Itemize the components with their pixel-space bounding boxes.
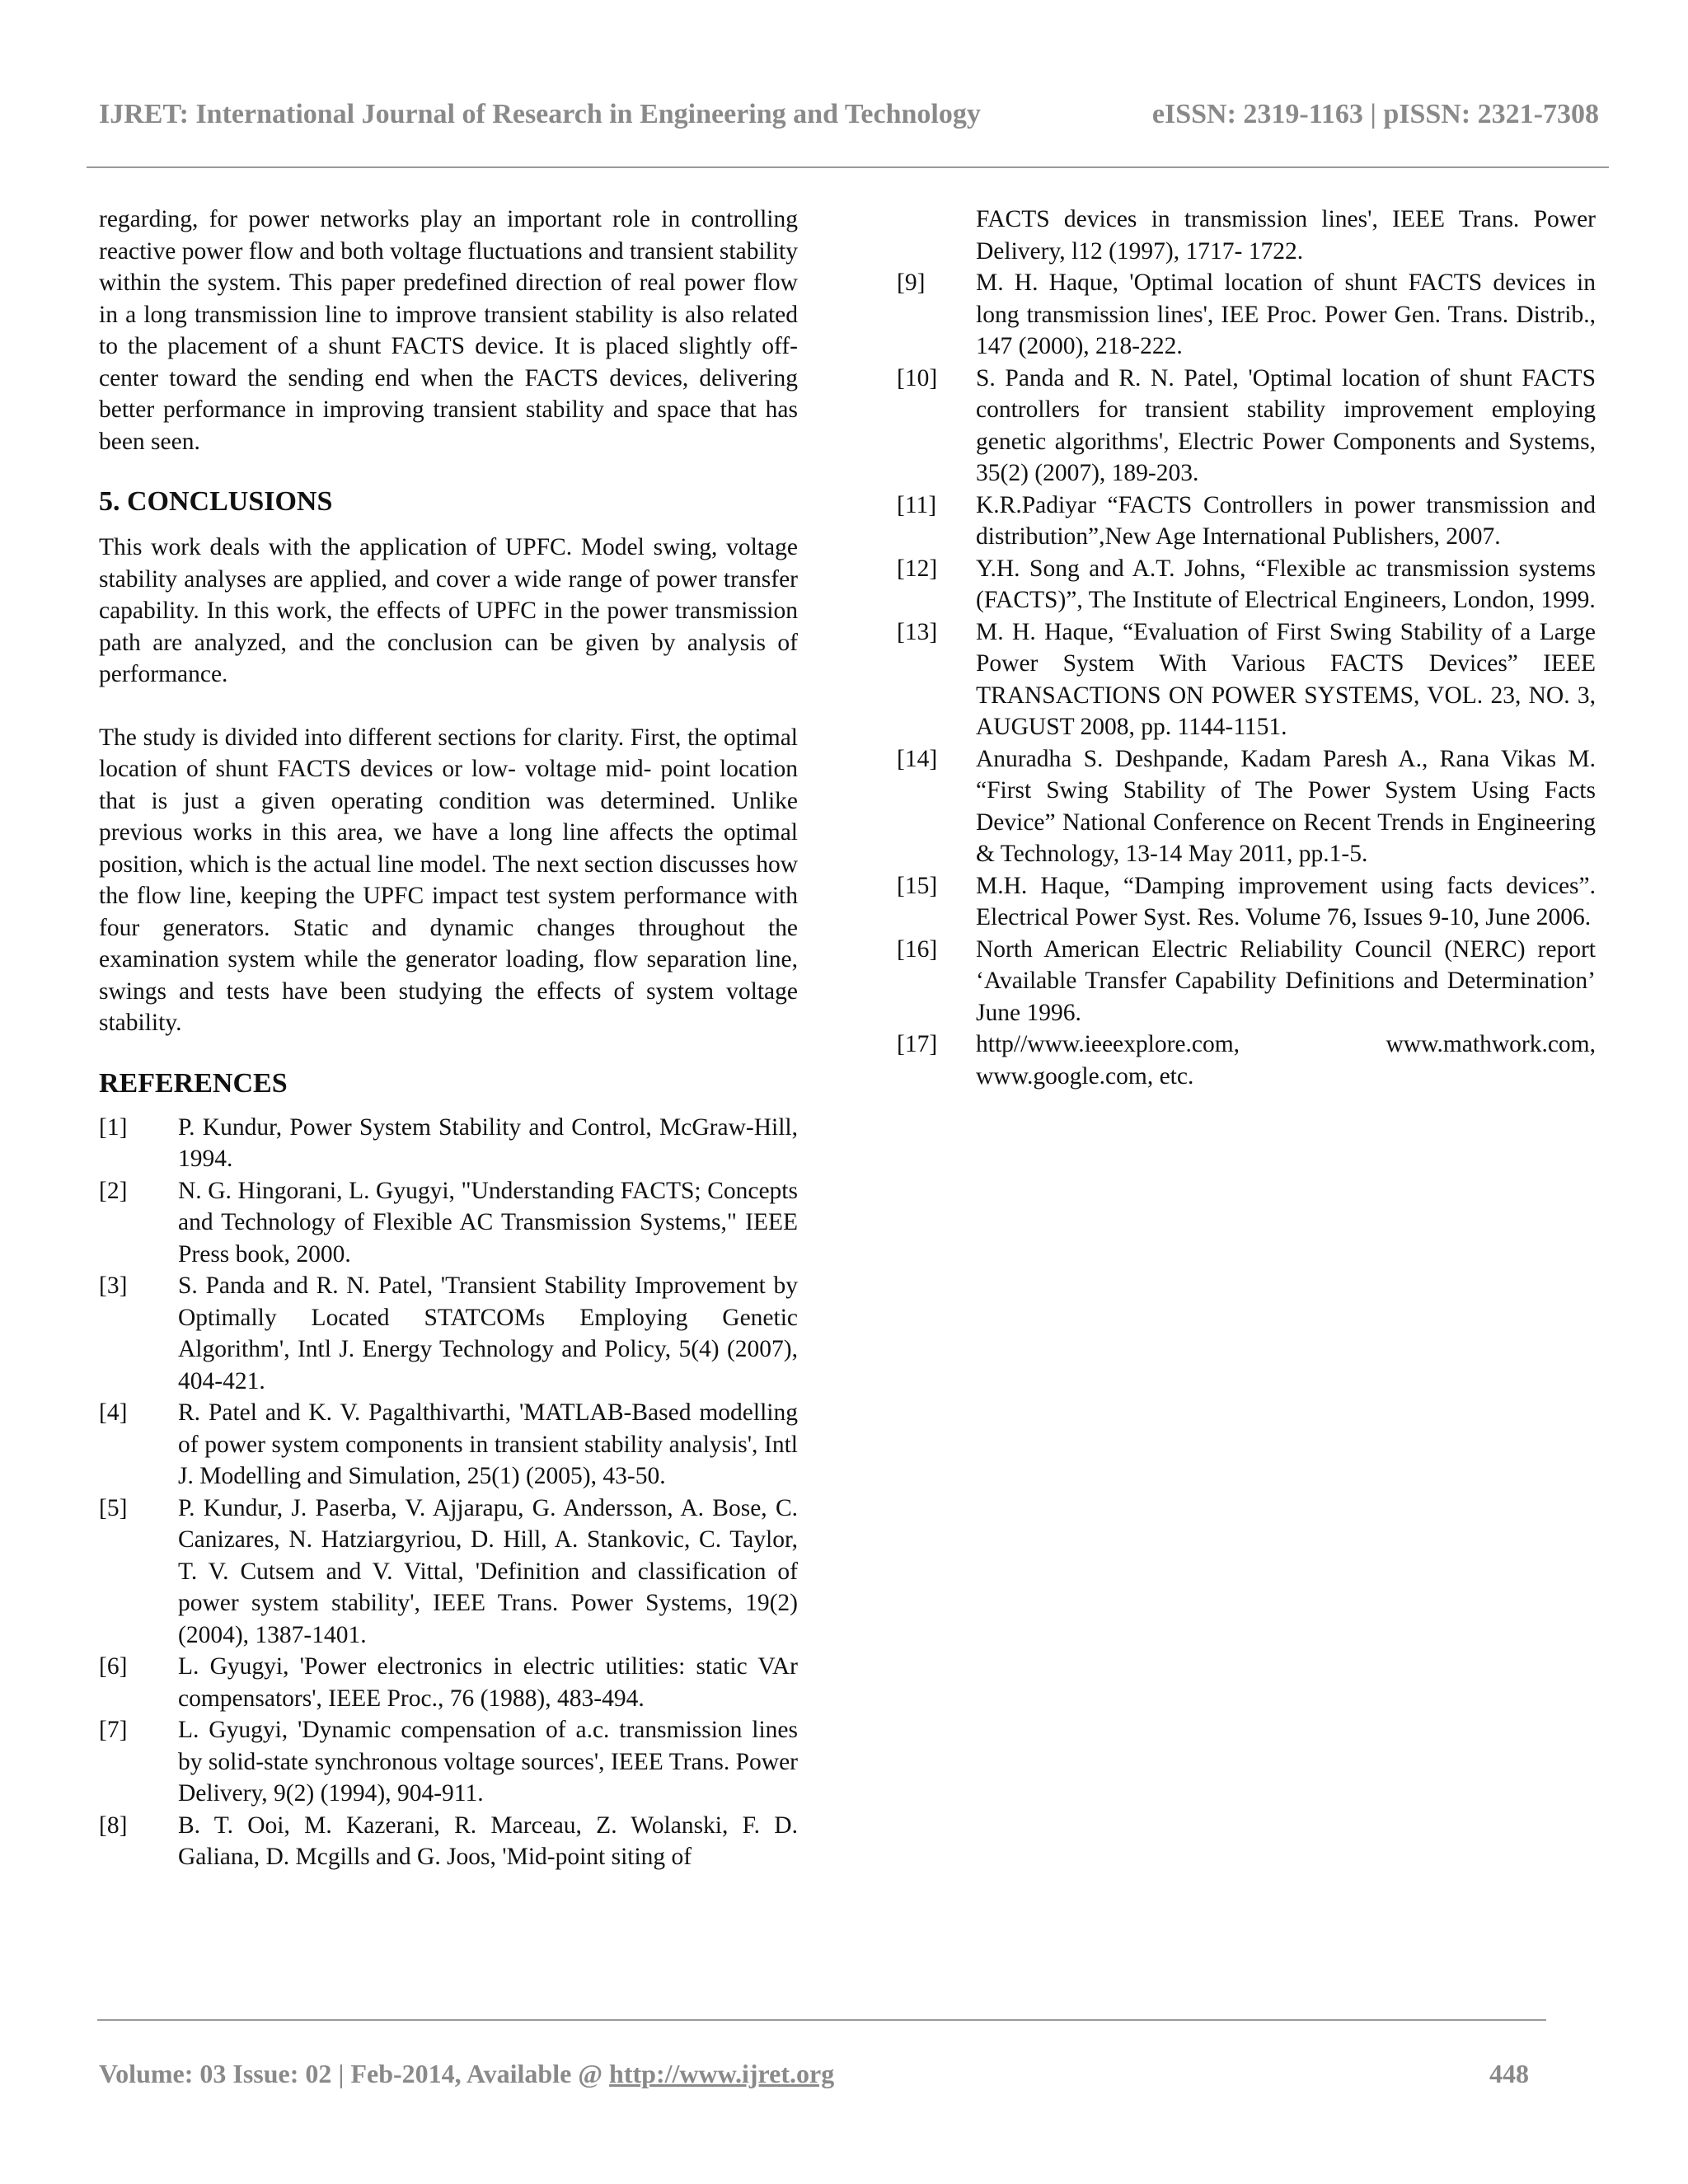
page-header (99, 99, 1599, 130)
reference-number: [16] (897, 935, 938, 963)
reference-item (99, 1112, 798, 1175)
reference-text: P. Kundur, J. Paserba, V. Ajjarapu, G. Andersson, A. Bose, C. Canizares, N. Hatziargyriou, D. Hill, A. Stankovic, C. Taylor, T. V. Cutsem and V. Vittal, 'Definition and classification of power system stability', IEEE Trans. Power Systems, 19(2) (2004), 1387-1401. (178, 1494, 798, 1648)
reference-item (897, 616, 1596, 743)
reference-text: M. H. Haque, 'Optimal location of shunt FACTS devices in long transmission lines', IEE Proc. Power Gen. Trans. Distrib., 147 (2000), 218-222. (976, 269, 1596, 359)
reference-number: [12] (897, 555, 938, 582)
reference-item (897, 1029, 1596, 1092)
journal-title: IJRET: International Journal of Research in Engineering and Technology (99, 99, 981, 129)
header-divider (87, 166, 1609, 168)
reference-text: N. G. Hingorani, L. Gyugyi, "Understanding FACTS; Concepts and Technology of Flexible AC Transmission Systems," IEEE Press book, 2000. (178, 1177, 798, 1268)
reference-text: P. Kundur, Power System Stability and Control, McGraw-Hill, 1994. (178, 1113, 798, 1172)
reference-list-right (897, 267, 1596, 1092)
reference-item (897, 267, 1596, 363)
page-number: 448 (1489, 2059, 1529, 2088)
reference-number: [17] (897, 1031, 938, 1057)
intro-paragraph: regarding, for power networks play an important role in controlling reactive power flow and both voltage fluctuations and transient stability within the system. This paper predefined direction of real power flow in a long transmission line to improve transient stability is also related to the placement of a shunt FACTS device. It is placed slightly off-center toward the sending end when the FACTS devices, delivering better performance in improving transient stability and space that has been seen. (99, 206, 798, 455)
reference-item (897, 553, 1596, 616)
reference-number: [9] (897, 269, 926, 296)
reference-item (99, 1810, 798, 1873)
reference-number: [15] (897, 872, 938, 899)
reference-text: http//www.ieeexplore.com, www.mathwork.com, www.google.com, etc. (976, 1031, 1596, 1090)
references-heading: REFERENCES (99, 1067, 288, 1099)
reference-text: S. Panda and R. N. Patel, 'Optimal location of shunt FACTS controllers for transient stability improvement employing genetic algorithms', Electric Power Components and Systems, 35(2) (2007), 189-203. (976, 364, 1596, 486)
footer-divider (97, 2019, 1546, 2021)
reference-text: L. Gyugyi, 'Dynamic compensation of a.c. transmission lines by solid-state synchronous voltage sources', IEEE Trans. Power Delivery, 9(2) (1994), 904-911. (178, 1717, 798, 1807)
right-column (897, 204, 1596, 1092)
reference-text: North American Electric Reliability Council (NERC) report ‘Available Transfer Capability Definitions and Determination’ June 1996. (976, 935, 1596, 1026)
reference-text: Anuradha S. Deshpande, Kadam Paresh A., Rana Vikas M. “First Swing Stability of The Power System Using Facts Device” National Conference on Recent Trends in Engineering & Technology, 13-14 May 2011, pp.1-5. (976, 745, 1596, 867)
reference-item (99, 1493, 798, 1652)
footer-volume-text: Volume: 03 Issue: 02 | Feb-2014, Available @ (99, 2059, 610, 2088)
reference-number: [7] (99, 1717, 128, 1743)
reference-list-left (99, 1112, 798, 1873)
reference-item (897, 490, 1596, 553)
conclusions-paragraph-2: The study is divided into different sections for clarity. First, the optimal location of shunt FACTS devices or low- voltage mid- point location that is just a given operating condition was determined. Unlike previous works in this area, we have a long line affects the optimal position, which is the actual line model. The next section discusses how the flow line, keeping the UPFC impact test system performance with four generators. Static and dynamic changes throughout the examination system while the generator loading, flow separation line, swings and tests have been studying the effects of system voltage stability. (99, 724, 798, 1036)
reference-number: [10] (897, 364, 938, 391)
reference-number: [4] (99, 1399, 128, 1426)
reference-text: Y.H. Song and A.T. Johns, “Flexible ac transmission systems (FACTS)”, The Institute of Electrical Engineers, London, 1999. (976, 555, 1596, 613)
reference-text: M.H. Haque, “Damping improvement using facts devices”. Electrical Power Syst. Res. Volume 76, Issues 9-10, June 2006. (976, 872, 1596, 930)
journal-issn: eISSN: 2319-1163 | pISSN: 2321-7308 (1151, 99, 1599, 129)
conclusions-paragraph-1: This work deals with the application of UPFC. Model swing, voltage stability analyses are applied, and cover a wide range of power transfer capability. In this work, the effects of UPFC in the power transmission path are analyzed, and the conclusion can be given by analysis of performance. (99, 534, 798, 687)
reference-item (99, 1397, 798, 1493)
reference-item (99, 1175, 798, 1271)
reference-item (99, 1651, 798, 1714)
reference-number: [14] (897, 745, 938, 772)
reference-number: [3] (99, 1272, 128, 1299)
reference-text: K.R.Padiyar “FACTS Controllers in power transmission and distribution”,New Age International Publishers, 2007. (976, 491, 1596, 550)
reference-item (897, 363, 1596, 490)
reference-item (99, 1714, 798, 1810)
journal-website-link[interactable]: http://www.ijret.org (609, 2059, 835, 2088)
reference-number: [6] (99, 1653, 128, 1680)
conclusions-heading: 5. CONCLUSIONS (99, 486, 333, 517)
reference-text: L. Gyugyi, 'Power electronics in electric utilities: static VAr compensators', IEEE Proc., 76 (1988), 483-494. (178, 1653, 798, 1712)
reference-text: S. Panda and R. N. Patel, 'Transient Stability Improvement by Optimally Located STATCOMs Employing Genetic Algorithm', Intl J. Energy Technology and Policy, 5(4) (2007), 404-421. (178, 1272, 798, 1394)
reference-8-continuation: FACTS devices in transmission lines', IEEE Trans. Power Delivery, l12 (1997), 1717- 1722. (976, 206, 1596, 265)
reference-item (897, 934, 1596, 1029)
reference-number: [11] (897, 491, 937, 518)
reference-text: R. Patel and K. V. Pagalthivarthi, 'MATLAB-Based modelling of power system components in transient stability analysis', Intl J. Modelling and Simulation, 25(1) (2005), 43-50. (178, 1399, 798, 1489)
left-column (99, 204, 798, 1873)
footer-volume-info (99, 2059, 834, 2089)
reference-item (897, 870, 1596, 934)
reference-number: [1] (99, 1113, 128, 1141)
reference-item (99, 1270, 798, 1397)
reference-text: M. H. Haque, “Evaluation of First Swing Stability of a Large Power System With Various FACTS Devices” IEEE TRANSACTIONS ON POWER SYSTEMS, VOL. 23, NO. 3, AUGUST 2008, pp. 1144-1151. (976, 618, 1596, 740)
reference-number: [13] (897, 618, 938, 645)
reference-text: B. T. Ooi, M. Kazerani, R. Marceau, Z. Wolanski, F. D. Galiana, D. Mcgills and G. Joos, 'Mid-point siting of (178, 1811, 798, 1870)
reference-number: [8] (99, 1811, 128, 1839)
reference-number: [2] (99, 1177, 128, 1204)
reference-number: [5] (99, 1494, 128, 1521)
reference-item (897, 743, 1596, 870)
page-footer (99, 2059, 1529, 2089)
